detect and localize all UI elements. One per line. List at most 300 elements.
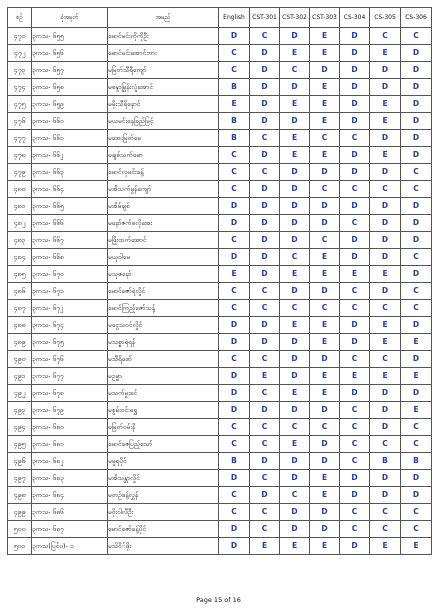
grade-cell: C xyxy=(401,28,432,45)
grade-cell: D xyxy=(370,215,401,232)
student-name-cell: မောင်ဇော်ခန့်ပိုင် xyxy=(108,521,219,538)
roll-number-cell: ၃ကသ- ၆၇၈ xyxy=(32,385,108,402)
grade-cell: C xyxy=(219,164,250,181)
grade-cell: D xyxy=(280,28,310,45)
grade-cell: D xyxy=(340,62,370,79)
table-row xyxy=(8,385,432,402)
grade-cell: E xyxy=(370,96,401,113)
roll-number-cell: ၃ကသ- ၆၈၆ xyxy=(32,504,108,521)
row-number-cell: ၄၉၂ xyxy=(8,385,32,402)
row-number-cell: ၅၀၀ xyxy=(8,521,32,538)
grade-cell: D xyxy=(310,402,340,419)
grade-cell: D xyxy=(340,249,370,266)
grade-cell: D xyxy=(219,198,250,215)
roll-number-cell: ၃ကသ- ၆၆၃ xyxy=(32,164,108,181)
grade-cell: C xyxy=(310,181,340,198)
grade-cell: D xyxy=(401,198,432,215)
grade-cell: D xyxy=(401,130,432,147)
grade-cell: D xyxy=(370,470,401,487)
grade-cell: C xyxy=(340,436,370,453)
roll-number-cell: ၃ကသ- ၆၆၁ xyxy=(32,130,108,147)
table-row xyxy=(8,419,432,436)
roll-number-cell: ၃ကသ- ၆၇၉ xyxy=(32,402,108,419)
grade-cell: C xyxy=(370,181,401,198)
grade-cell: E xyxy=(401,538,432,555)
grade-cell: C xyxy=(219,45,250,62)
grade-cell: C xyxy=(401,521,432,538)
grade-cell: D xyxy=(280,470,310,487)
grade-cell: D xyxy=(219,317,250,334)
roll-number-cell: ၃ကသ- ၆၇၀ xyxy=(32,266,108,283)
student-name-cell: မဝိုးဝါလီဦး xyxy=(108,504,219,521)
row-number-cell: ၄၈၃ xyxy=(8,232,32,249)
grade-cell: C xyxy=(219,62,250,79)
table-row xyxy=(8,130,432,147)
grade-cell: D xyxy=(340,147,370,164)
grade-cell: D xyxy=(401,232,432,249)
grade-cell: D xyxy=(250,317,280,334)
table-row xyxy=(8,79,432,96)
row-number-cell: ၄၉၁ xyxy=(8,368,32,385)
table-row xyxy=(8,28,432,45)
student-name-cell: မောင်လှမင်းခန့် xyxy=(108,164,219,181)
header-subject: CS-306 xyxy=(401,8,432,28)
grade-cell: D xyxy=(280,164,310,181)
row-number-cell: ၄၇၉ xyxy=(8,164,32,181)
student-name-cell: မဥမ္မာ xyxy=(108,368,219,385)
grade-cell: E xyxy=(219,96,250,113)
student-name-cell: မောင်ကြည့်ဇော်သန့် xyxy=(108,300,219,317)
grade-cell: C xyxy=(219,300,250,317)
grade-cell: D xyxy=(370,487,401,504)
grade-cell: D xyxy=(370,130,401,147)
page-footer: Page 15 of 16 xyxy=(196,596,241,604)
grade-cell: C xyxy=(250,521,280,538)
grade-cell: C xyxy=(280,62,310,79)
grade-cell: C xyxy=(340,130,370,147)
student-name-cell: မသိဝိ်ဖိုး xyxy=(108,538,219,555)
grade-cell: D xyxy=(280,79,310,96)
grade-cell: D xyxy=(340,96,370,113)
student-name-cell: မအေးမြတ်မေ xyxy=(108,130,219,147)
student-name-cell: မစန္ဒာမြွန်းလှုံအောင် xyxy=(108,79,219,96)
row-number-cell: ၄၇၇ xyxy=(8,130,32,147)
header-name: အမည် xyxy=(108,8,219,28)
student-name-cell: မယုဝါမေ xyxy=(108,249,219,266)
grade-cell: C xyxy=(219,232,250,249)
row-number-cell: ၄၇၅ xyxy=(8,96,32,113)
table-row xyxy=(8,215,432,232)
grade-cell: D xyxy=(250,96,280,113)
table-row xyxy=(8,113,432,130)
grade-cell: C xyxy=(401,436,432,453)
grade-cell: D xyxy=(370,419,401,436)
row-number-cell: ၄၇၄ xyxy=(8,79,32,96)
table-row xyxy=(8,147,432,164)
grade-cell: D xyxy=(280,283,310,300)
grade-cell: C xyxy=(280,487,310,504)
grade-cell: D xyxy=(401,470,432,487)
grade-cell: D xyxy=(340,317,370,334)
student-name-cell: မောင်ဇေပြည့်သော် xyxy=(108,436,219,453)
student-name-cell: မချစ်သက်မော xyxy=(108,147,219,164)
roll-number-cell: ၃ကသ- ၆၆၀ xyxy=(32,113,108,130)
row-number-cell: ၄၈၉ xyxy=(8,334,32,351)
grade-cell: D xyxy=(250,79,280,96)
table-row xyxy=(8,181,432,198)
grade-cell: E xyxy=(310,317,340,334)
grade-cell: C xyxy=(219,419,250,436)
table-row xyxy=(8,453,432,470)
grade-cell: C xyxy=(370,28,401,45)
grade-cell: C xyxy=(310,300,340,317)
row-number-cell: ၄၈၈ xyxy=(8,317,32,334)
row-number-cell: ၄၈၆ xyxy=(8,283,32,300)
roll-number-cell: ၃ကသ- ၆၇၄ xyxy=(32,317,108,334)
grade-cell: D xyxy=(340,334,370,351)
table-row xyxy=(8,436,432,453)
table-row xyxy=(8,487,432,504)
header-subject: CST-302 xyxy=(280,8,310,28)
grade-cell: C xyxy=(340,504,370,521)
grade-cell: D xyxy=(219,521,250,538)
header-roll-no: ခုံအမှတ် xyxy=(32,8,108,28)
grade-cell: C xyxy=(401,164,432,181)
student-name-cell: မသုဇနော် xyxy=(108,266,219,283)
table-row xyxy=(8,470,432,487)
row-number-cell: ၄၈၅ xyxy=(8,266,32,283)
table-row xyxy=(8,283,432,300)
student-name-cell: မမိုးသီရိနောင် xyxy=(108,96,219,113)
grade-cell: D xyxy=(370,232,401,249)
roll-number-cell: ၃ကသ- ၆၆၂ xyxy=(32,147,108,164)
grade-cell: E xyxy=(310,28,340,45)
roll-number-cell: ၃ကသ- ၆၆၆ xyxy=(32,215,108,232)
grade-cell: B xyxy=(219,113,250,130)
grade-cell: D xyxy=(310,436,340,453)
results-body xyxy=(8,28,432,555)
student-name-cell: မအိမ်ချစ် xyxy=(108,198,219,215)
grade-cell: C xyxy=(219,283,250,300)
grade-cell: C xyxy=(310,232,340,249)
grade-cell: D xyxy=(370,402,401,419)
grade-cell: C xyxy=(280,300,310,317)
grade-cell: C xyxy=(250,504,280,521)
student-name-cell: မသစ္စာရဲရန် xyxy=(108,334,219,351)
grade-cell: E xyxy=(401,368,432,385)
grade-cell: D xyxy=(310,198,340,215)
grade-cell: E xyxy=(280,45,310,62)
grade-cell: E xyxy=(370,317,401,334)
grade-cell: D xyxy=(219,385,250,402)
grade-cell: E xyxy=(370,266,401,283)
grade-cell: D xyxy=(310,521,340,538)
grade-cell: D xyxy=(250,334,280,351)
header-subject: CST-301 xyxy=(250,8,280,28)
grade-cell: E xyxy=(280,147,310,164)
grade-cell: C xyxy=(219,504,250,521)
grade-cell: D xyxy=(219,538,250,555)
grade-cell: D xyxy=(340,198,370,215)
student-name-cell: မောင်မင်းကိုကိုဦး xyxy=(108,28,219,45)
grade-cell: D xyxy=(340,113,370,130)
grade-cell: D xyxy=(280,334,310,351)
roll-number-cell: ၃ကသ- ၆၅၅ xyxy=(32,28,108,45)
grade-cell: C xyxy=(280,419,310,436)
grade-cell: D xyxy=(401,62,432,79)
grade-cell: E xyxy=(370,147,401,164)
row-number-cell: ၄၉၈ xyxy=(8,487,32,504)
grade-cell: D xyxy=(340,79,370,96)
student-name-cell: မောင်ဇော်ရဲလှိုင် xyxy=(108,283,219,300)
row-number-cell: ၄၉၆ xyxy=(8,453,32,470)
grade-cell: E xyxy=(310,79,340,96)
grade-cell: E xyxy=(250,368,280,385)
grade-cell: D xyxy=(370,283,401,300)
row-number-cell: ၄၉၇ xyxy=(8,470,32,487)
grade-cell: D xyxy=(280,181,310,198)
grade-cell: C xyxy=(370,300,401,317)
row-number-cell: ၄၉၉ xyxy=(8,504,32,521)
grade-cell: D xyxy=(250,249,280,266)
grade-cell: D xyxy=(250,147,280,164)
grade-cell: E xyxy=(310,45,340,62)
student-name-cell: မသက်မှုးခင် xyxy=(108,385,219,402)
roll-number-cell: ၃ကသ- ၆၇၇ xyxy=(32,368,108,385)
header-subject: CS-304 xyxy=(340,8,370,28)
roll-number-cell: ၃ကသ- ၆၇၂ xyxy=(32,300,108,317)
grade-cell: C xyxy=(401,283,432,300)
header-subject: CS-305 xyxy=(370,8,401,28)
grade-cell: E xyxy=(280,385,310,402)
grade-cell: D xyxy=(250,45,280,62)
roll-number-cell: ၃ကသ- ၆၈၀ xyxy=(32,419,108,436)
table-row xyxy=(8,504,432,521)
grade-cell: D xyxy=(401,113,432,130)
table-row xyxy=(8,538,432,555)
roll-number-cell: ၃ကသ- ၆၅၆ xyxy=(32,45,108,62)
grade-cell: D xyxy=(250,113,280,130)
grade-cell: E xyxy=(310,96,340,113)
grade-cell: E xyxy=(310,334,340,351)
grade-cell: D xyxy=(280,215,310,232)
header-no: စဉ် xyxy=(8,8,32,28)
grade-cell: D xyxy=(340,487,370,504)
results-table xyxy=(7,7,432,555)
grade-cell: C xyxy=(310,419,340,436)
grade-cell: D xyxy=(310,62,340,79)
grade-cell: E xyxy=(370,113,401,130)
grade-cell: D xyxy=(370,385,401,402)
grade-cell: C xyxy=(219,147,250,164)
grade-cell: D xyxy=(310,164,340,181)
grade-cell: D xyxy=(370,164,401,181)
row-number-cell: ၄၈၇ xyxy=(8,300,32,317)
grade-cell: D xyxy=(370,62,401,79)
table-row xyxy=(8,164,432,181)
grade-cell: C xyxy=(250,436,280,453)
grade-cell: C xyxy=(340,215,370,232)
row-number-cell: ၄၇၈ xyxy=(8,147,32,164)
table-row xyxy=(8,351,432,368)
grade-cell: D xyxy=(340,164,370,181)
grade-cell: D xyxy=(280,402,310,419)
grade-cell: C xyxy=(310,130,340,147)
grade-cell: D xyxy=(310,283,340,300)
grade-cell: D xyxy=(250,266,280,283)
grade-cell: E xyxy=(310,113,340,130)
grade-cell: C xyxy=(401,504,432,521)
grade-cell: D xyxy=(280,113,310,130)
grade-cell: D xyxy=(280,453,310,470)
grade-cell: E xyxy=(280,266,310,283)
table-row xyxy=(8,521,432,538)
grade-cell: D xyxy=(219,28,250,45)
grade-cell: D xyxy=(370,198,401,215)
grade-cell: C xyxy=(401,249,432,266)
row-number-cell: ၄၈၄ xyxy=(8,249,32,266)
grade-cell: D xyxy=(310,453,340,470)
table-row xyxy=(8,62,432,79)
grade-cell: E xyxy=(310,385,340,402)
grade-cell: C xyxy=(370,521,401,538)
grade-cell: C xyxy=(250,385,280,402)
grade-cell: D xyxy=(401,147,432,164)
grade-cell: E xyxy=(370,334,401,351)
student-name-cell: မအိသက်မွန်ကျော် xyxy=(108,181,219,198)
grade-cell: D xyxy=(340,28,370,45)
grade-cell: D xyxy=(219,334,250,351)
grade-cell: D xyxy=(370,249,401,266)
grade-cell: E xyxy=(310,487,340,504)
grade-cell: E xyxy=(340,368,370,385)
grade-cell: C xyxy=(280,249,310,266)
grade-cell: D xyxy=(401,266,432,283)
student-name-cell: မမှုရပိုင် xyxy=(108,453,219,470)
roll-number-cell: ၃ကသ- ၆၅၇ xyxy=(32,62,108,79)
student-name-cell: မအိသန္တာလှိုင် xyxy=(108,470,219,487)
grade-cell: E xyxy=(280,538,310,555)
grade-cell: D xyxy=(250,232,280,249)
student-name-cell: မောင်မင်းအောင်ဘား xyxy=(108,45,219,62)
grade-cell: E xyxy=(250,538,280,555)
grade-cell: D xyxy=(280,368,310,385)
grade-cell: C xyxy=(250,470,280,487)
table-row xyxy=(8,266,432,283)
grade-cell: D xyxy=(401,45,432,62)
grade-cell: D xyxy=(250,198,280,215)
student-name-cell: မစွမ်းဝင်းရွှေ xyxy=(108,402,219,419)
grade-cell: C xyxy=(340,453,370,470)
grade-cell: D xyxy=(401,96,432,113)
row-number-cell: ၄၈၁ xyxy=(8,198,32,215)
grade-cell: C xyxy=(340,181,370,198)
grade-cell: E xyxy=(219,266,250,283)
grade-cell: E xyxy=(310,538,340,555)
student-name-cell: မမြတ်ဝမ်းနိ xyxy=(108,419,219,436)
grade-cell: B xyxy=(401,453,432,470)
grade-cell: E xyxy=(280,317,310,334)
table-row xyxy=(8,249,432,266)
student-name-cell: မငွေသဝင်လှိုင် xyxy=(108,317,219,334)
grade-cell: D xyxy=(219,402,250,419)
grade-cell: C xyxy=(219,351,250,368)
grade-cell: D xyxy=(401,487,432,504)
grade-cell: E xyxy=(370,538,401,555)
row-number-cell: ၄၈၂ xyxy=(8,215,32,232)
grade-cell: D xyxy=(340,45,370,62)
grade-cell: B xyxy=(370,453,401,470)
grade-cell: E xyxy=(310,368,340,385)
grade-cell: D xyxy=(340,385,370,402)
grade-cell: C xyxy=(219,487,250,504)
row-number-cell: ၅၀၁ xyxy=(8,538,32,555)
grade-cell: D xyxy=(340,538,370,555)
grade-cell: C xyxy=(340,283,370,300)
grade-cell: D xyxy=(219,470,250,487)
grade-cell: D xyxy=(280,504,310,521)
grade-cell: E xyxy=(340,266,370,283)
row-number-cell: ၄၉၅ xyxy=(8,436,32,453)
grade-cell: E xyxy=(401,402,432,419)
roll-number-cell: ၃ကသ- ၆၈၄ xyxy=(32,487,108,504)
header-subject: CST-303 xyxy=(310,8,340,28)
grade-cell: D xyxy=(340,470,370,487)
row-number-cell: ၄၇၀ xyxy=(8,28,32,45)
roll-number-cell: ၃ကသ- ၆၆၈ xyxy=(32,249,108,266)
roll-number-cell: ၃ကသ- ၆၇၁ xyxy=(32,283,108,300)
grade-cell: D xyxy=(280,198,310,215)
grade-cell: C xyxy=(219,436,250,453)
row-number-cell: ၄၈၀ xyxy=(8,181,32,198)
roll-number-cell: ၃ကသ- ၆၇၆ xyxy=(32,351,108,368)
student-name-cell: မယမင်းနေခြည်မြင့် xyxy=(108,113,219,130)
grade-cell: D xyxy=(370,79,401,96)
student-name-cell: မနော်ဇက်ဖလိုအေး xyxy=(108,215,219,232)
grade-cell: D xyxy=(250,215,280,232)
grade-cell: E xyxy=(280,96,310,113)
grade-cell: B xyxy=(219,130,250,147)
grade-cell: C xyxy=(340,402,370,419)
grade-cell: B xyxy=(219,453,250,470)
grade-cell: C xyxy=(370,436,401,453)
grade-cell: D xyxy=(340,232,370,249)
table-row xyxy=(8,96,432,113)
table-row xyxy=(8,317,432,334)
grade-cell: D xyxy=(250,181,280,198)
grade-cell: D xyxy=(250,62,280,79)
table-row xyxy=(8,300,432,317)
row-number-cell: ၄၇၃ xyxy=(8,62,32,79)
grade-cell: D xyxy=(280,232,310,249)
table-row xyxy=(8,45,432,62)
grade-cell: C xyxy=(250,300,280,317)
roll-number-cell: ၃ကသ- ၆၈၁ xyxy=(32,436,108,453)
row-number-cell: ၄၉၀ xyxy=(8,351,32,368)
grade-cell: D xyxy=(219,368,250,385)
grade-cell: D xyxy=(310,215,340,232)
grade-cell: D xyxy=(280,351,310,368)
grade-cell: D xyxy=(219,249,250,266)
grade-cell: D xyxy=(280,521,310,538)
roll-number-cell: ၃ကသ- ၆၆၄ xyxy=(32,181,108,198)
table-row xyxy=(8,402,432,419)
grade-cell: C xyxy=(250,283,280,300)
student-name-cell: မတဉ်ခန့်လွှန် xyxy=(108,487,219,504)
roll-number-cell: ၃ကသ- ၆၅၈ xyxy=(32,79,108,96)
grade-cell: E xyxy=(310,249,340,266)
table-row xyxy=(8,368,432,385)
